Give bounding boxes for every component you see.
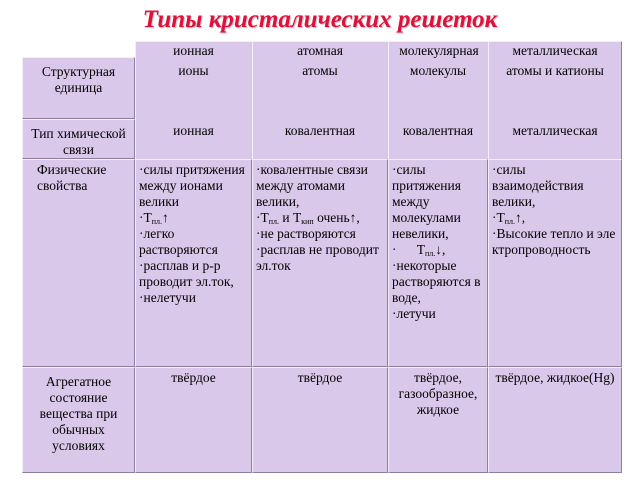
property-item: · $Т_{пл.}↑$, [492,210,618,226]
state-metallic: твёрдое, жидкое(Hg) [488,367,622,473]
property-item: · расплав и р-р проводит эл.ток, [139,258,248,290]
unit-metallic: атомы и катионы [506,63,604,78]
property-item: · некоторые растворяются в воде, [392,258,484,306]
property-item: · Высокие тепло и электропроводность [492,226,618,258]
properties-ionic [135,159,252,367]
unit-ionic: ионы [178,63,209,78]
header-ionic: ионная [173,43,214,58]
property-item: · легко растворяются [139,226,248,258]
state-ionic: твёрдое [135,367,252,473]
row-label-physical-properties: Физические свойства [22,159,135,367]
properties-metallic [488,159,622,367]
property-item: · ковалентные связи между атомами велики, [256,162,384,210]
property-item: · нелетучи [139,290,248,306]
row-label-aggregate-state: Агрегатное состояние вещества при обычных условиях [22,367,135,473]
header-molecular: молекулярная [399,43,479,58]
bond-metallic: металлическая [512,123,598,138]
bond-atomic: ковалентная [284,123,356,138]
property-item: · летучи [392,306,484,322]
header-atomic: атомная [297,43,343,58]
property-item: · силы притяжения между молекулами невелики, [392,162,484,242]
bond-molecular: ковалентная [402,123,474,138]
property-item: · $Т_{пл.}$ и $Т_{кип}$ очень↑, [256,210,384,226]
property-item: · $Т_{пл.}↑$ [139,210,248,226]
header-metallic: металлическая [512,43,598,58]
property-item: · $Т_{пл.}↓$, [392,242,484,258]
bond-ionic: ионная [173,123,214,138]
property-item: · силы взаимодействия велики, [492,162,618,210]
properties-molecular [388,159,488,367]
unit-atomic: атомы [302,63,338,78]
state-molecular: твёрдое, газообразное, жидкое [388,367,488,473]
property-item: · расплав не проводит эл.ток [256,242,384,274]
property-item: · силы притяжения между ионами велики [139,162,248,210]
unit-molecular: молекулы [409,63,467,78]
state-atomic: твёрдое [252,367,388,473]
crystal-lattice-table [22,41,622,473]
row-label-structural-unit: Структурная единица [22,57,135,119]
property-item: · не растворяются [256,226,384,242]
properties-atomic [252,159,388,367]
page-title: Типы кристалических решеток [142,6,498,33]
row-label-bond-type: Тип химической связи [22,119,135,159]
